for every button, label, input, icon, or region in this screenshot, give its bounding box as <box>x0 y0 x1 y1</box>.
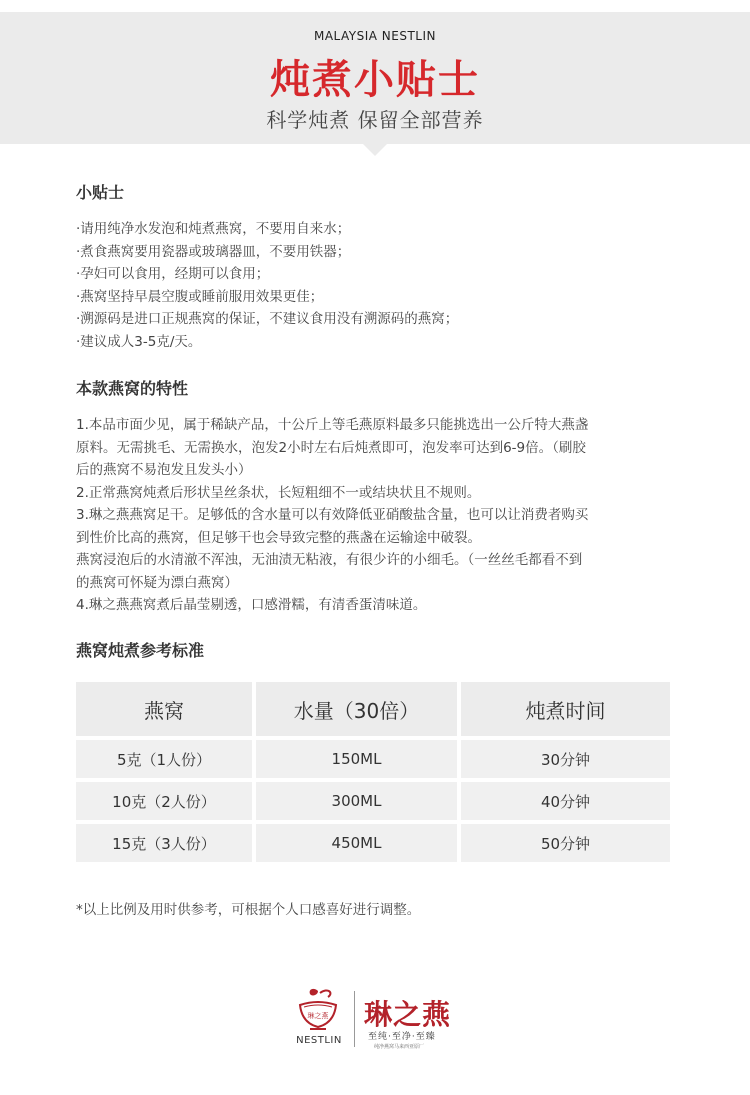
table-cell: 15克（3人份） <box>76 824 252 862</box>
tip-line: ·请用纯净水发泡和炖煮燕窝，不要用自来水； <box>76 221 351 237</box>
logo-name-cn: 琳之燕 <box>364 998 452 1031</box>
feature-line: 到性价比高的燕窝，但足够干也会导致完整的燕盏在运输途中破裂。 <box>76 529 481 546</box>
table-cell: 50分钟 <box>461 824 670 862</box>
page-subtitle: 科学炖煮 保留全部营养 <box>266 108 484 132</box>
tips-list <box>76 218 676 353</box>
feature-line: 2.正常燕窝炖煮后形状呈丝条状，长短粗细不一或结块状且不规则。 <box>76 484 481 501</box>
table-row <box>76 740 670 778</box>
logo-slogan: 至纯·至净·至臻 <box>368 1032 436 1042</box>
tip-line: ·建议成人3-5克/天。 <box>76 333 202 350</box>
stew-standard-table <box>76 682 670 866</box>
table-cell: 40分钟 <box>461 782 670 820</box>
table-cell: 300ML <box>256 782 457 820</box>
tip-line: ·溯源码是进口正规燕窝的保证，不建议食用没有溯源码的燕窝； <box>76 311 459 327</box>
table-cell: 30分钟 <box>461 740 670 778</box>
logo-name-en: NESTLIN <box>296 1035 342 1046</box>
logo-tagline: 纯净燕窝马来西亚原厂 <box>374 1044 425 1050</box>
feature-line: 4.琳之燕燕窝煮后晶莹剔透，口感滑糯，有清香蛋清味道。 <box>76 597 427 613</box>
feature-line: 原料。无需挑毛、无需换水，泡发2小时左右后炖煮即可，泡发率可达到6-9倍。（刷胶 <box>76 439 586 456</box>
table-row <box>76 824 670 862</box>
features-title: 本款燕窝的特性 <box>76 379 189 398</box>
logo-mark <box>288 985 348 1055</box>
standard-title: 燕窝炖煮参考标准 <box>76 641 205 660</box>
header-notch <box>363 144 387 156</box>
header-banner <box>0 12 750 144</box>
feature-line: 的燕窝可怀疑为漂白燕窝） <box>76 574 238 591</box>
table-row <box>76 782 670 820</box>
feature-line: 燕窝浸泡后的水清澈不浑浊，无油渍无粘液，有很少许的小细毛。（一丝丝毛都看不到 <box>76 552 583 568</box>
bird-cup-icon <box>288 985 348 1035</box>
table-cell: 150ML <box>256 740 457 778</box>
feature-line: 后的燕窝不易泡发且发头小） <box>76 462 252 478</box>
svg-text:琳之燕: 琳之燕 <box>307 1012 329 1020</box>
header-cell: 炖煮时间 <box>461 682 670 736</box>
header-cell: 水量（30倍） <box>256 682 457 736</box>
brand-top-text: MALAYSIA NESTLIN <box>313 29 437 43</box>
tip-line: ·煮食燕窝要用瓷器或玻璃器皿，不要用铁器； <box>76 243 351 260</box>
features-list <box>76 414 676 617</box>
footnote: *以上比例及用时供参考，可根据个人口感喜好进行调整。 <box>76 902 421 918</box>
tips-title: 小贴士 <box>76 183 125 202</box>
table-header-row <box>76 682 670 736</box>
header-cell: 燕窝 <box>76 682 252 736</box>
table-cell: 10克（2人份） <box>76 782 252 820</box>
table-cell: 5克（1人份） <box>76 740 252 778</box>
tip-line: ·孕妇可以食用，经期可以食用； <box>76 266 270 282</box>
feature-line: 1.本品市面少见，属于稀缺产品，十公斤上等毛燕原料最多只能挑选出一公斤特大燕盏 <box>76 417 589 433</box>
feature-line: 3.琳之燕燕窝足干。足够低的含水量可以有效降低亚硝酸盐含量，也可以让消费者购买 <box>76 507 589 523</box>
logo-text <box>364 985 468 1055</box>
page-title: 炖煮小贴士 <box>270 57 480 103</box>
logo-divider <box>354 991 355 1047</box>
brand-logo <box>288 985 468 1055</box>
tip-line: ·燕窝坚持早晨空腹或睡前服用效果更佳； <box>76 288 324 305</box>
table-cell: 450ML <box>256 824 457 862</box>
